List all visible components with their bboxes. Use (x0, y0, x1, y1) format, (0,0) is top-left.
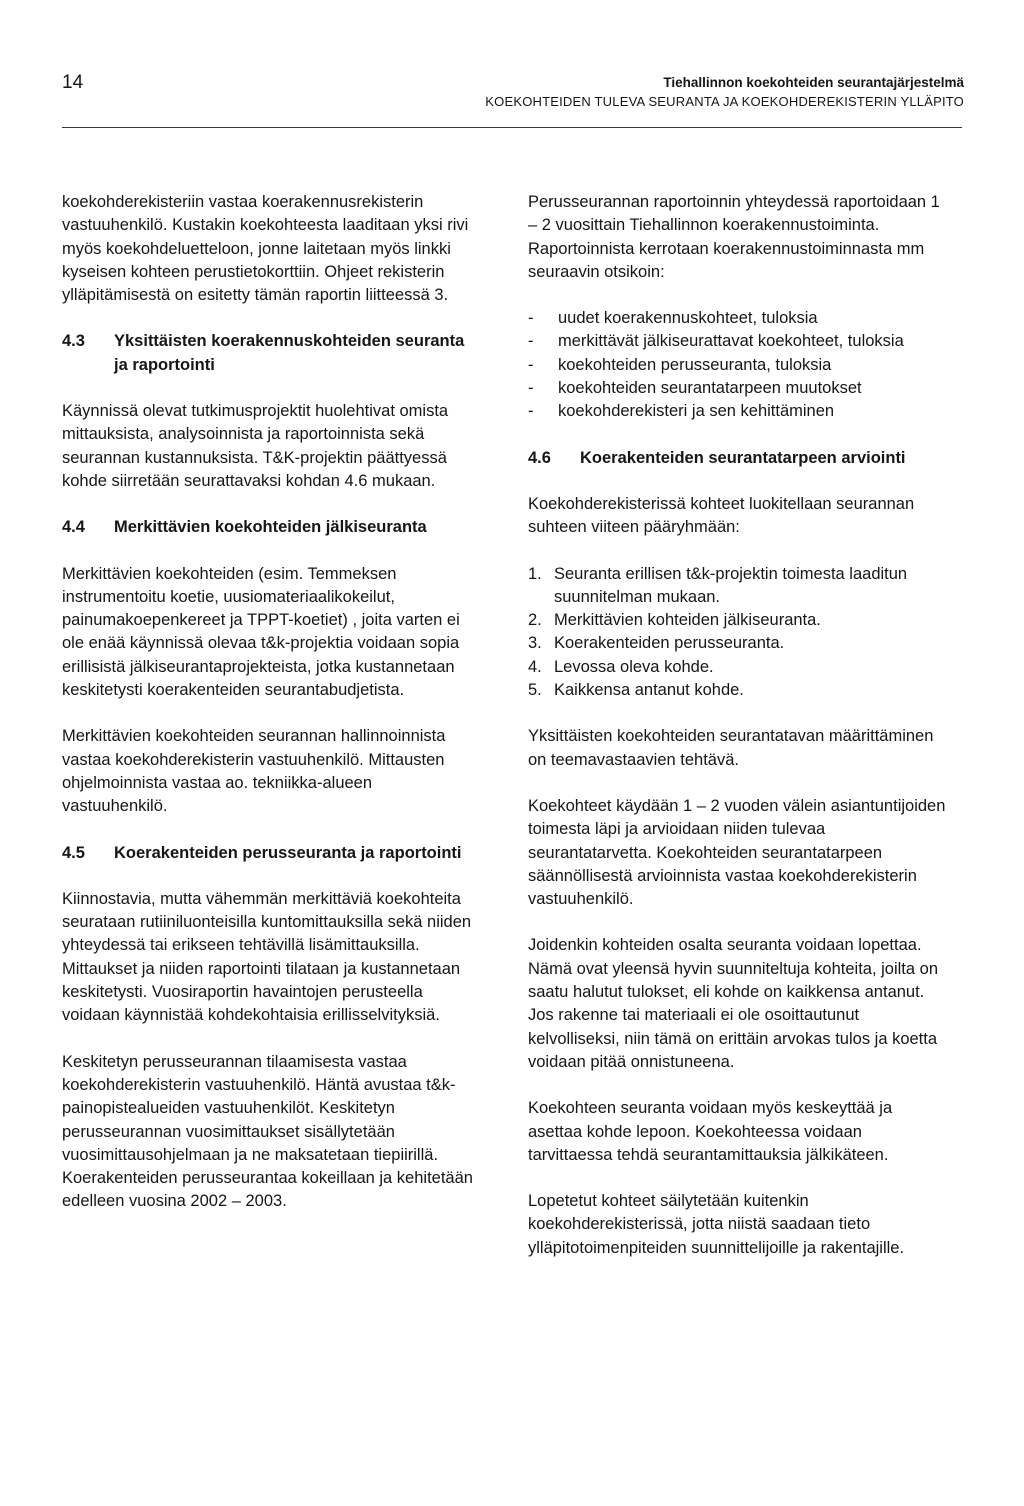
list-marker: - (528, 355, 534, 374)
list-item-text: koekohteiden perusseuranta, tuloksia (558, 355, 832, 374)
list-marker: 3. (528, 634, 542, 653)
paragraph: Kiinnostavia, mutta vähemmän merkittäviä koekohteita seurataan rutiiniluonteisilla kuntomittauksilla sekä niiden yhteydessä tai erikseen tehtävillä lisämittauksilla. Mittaukset ja niiden raportointi tilataan ja kustannetaan keskitetysti. Vuosiraportin havaintojen perusteella voidaan käynnistää kohdekohtaisia erillisselvityksiä. (62, 889, 472, 1025)
list-item (528, 609, 948, 632)
list-marker: - (528, 309, 534, 328)
list-item-text: koekohteiden seurantatarpeen muutokset (558, 379, 862, 398)
section-title: Koerakenteiden seurantatarpeen arviointi (580, 448, 906, 467)
running-header (485, 73, 964, 111)
list-item (528, 679, 948, 702)
section-number: 4.3 (62, 332, 85, 351)
paragraph: Käynnissä olevat tutkimusprojektit huolehtivat omista mittauksista, analysoinnista ja raportoinnista sekä seurannan kustannuksista. T&K-projektin päättyessä kohde siirretään seurattavaksi kohdan 4.6 mukaan. (62, 402, 449, 490)
list-item (528, 354, 948, 377)
list-marker: 1. (528, 564, 542, 583)
list-item (528, 656, 948, 679)
paragraph: Yksittäisten koekohteiden seurantatavan määrittäminen on teemavastaavien tehtävä. (528, 727, 934, 769)
list-item (528, 632, 948, 655)
list-item (528, 563, 948, 610)
list-item-text: Koerakenteiden perusseuranta. (554, 634, 785, 653)
list-item-text: koekohderekisteri ja sen kehittäminen (558, 402, 835, 421)
page-number: 14 (62, 72, 84, 93)
list-item-text: uudet koerakennuskohteet, tuloksia (558, 309, 818, 328)
paragraph: Joidenkin kohteiden osalta seuranta voidaan lopettaa. Nämä ovat yleensä hyvin suunniteltuja kohteita, joilta on saatu halutut tulokset, eli kohde on kaikkensa antanut. Jos rakenne tai materiaali ei ole osoittautunut kelvolliseksi, niin tämä on erittäin arvokas tulos ja koetta voidaan pitää onnistuneena. (528, 936, 938, 1071)
list-item (528, 377, 948, 400)
list-item-text: Merkittävien kohteiden jälkiseuranta. (554, 611, 821, 630)
paragraph: Koekohteet käydään 1 – 2 vuoden välein asiantuntijoiden toimesta läpi ja arvioidaan niiden tulevaa seurantatarvetta. Koekohteiden seurantatarpeen säännöllisestä arvioinnista vastaa koekohderekisterin vastuuhenkilö. (528, 796, 946, 909)
list-marker: - (528, 332, 534, 351)
dash-list (528, 307, 948, 423)
paragraph: Koekohteen seuranta voidaan myös keskeyttää ja asettaa kohde lepoon. Koekohteessa voidaan tarvittaessa tehdä seurantamittauksia jälkikäteen. (528, 1099, 893, 1164)
running-header-title: Tiehallinnon koekohteiden seurantajärjestelmä (663, 75, 964, 90)
numbered-list (528, 563, 948, 703)
paragraph: Merkittävien koekohteiden seurannan hallinnoinnista vastaa koekohderekisterin vastuuhenkilö. Mittausten ohjelmoinnista vastaa ao. tekniikka-alueen vastuuhenkilö. (62, 727, 446, 816)
paragraph: Keskitetyn perusseurannan tilaamisesta vastaa koekohderekisterin vastuuhenkilö. Häntä avustaa t&k-painopistealueiden vastuuhenkilöt. Keskitetyn perusseurannan vuosimittaukset sisällytetään vuosimittausohjelmaan ja ne maksatetaan tiepiirillä. Koerakenteiden perusseurantaa kokeillaan ja kehitetään edelleen vuosina 2002 – 2003. (62, 1052, 473, 1211)
list-marker: 2. (528, 611, 542, 630)
paragraph: koekohderekisteriin vastaa koerakennusrekisterin vastuuhenkilö. Kustakin koekohteesta laaditaan yksi rivi myös koekohdeluetteloon, jonne laitetaan myös linkki kyseisen kohteen perustietokorttiin. Ohjeet rekisterin ylläpitämisestä on esitetty tämän raportin liitteessä 3. (62, 193, 469, 305)
section-heading-4-3 (62, 330, 482, 377)
paragraph: Perusseurannan raportoinnin yhteydessä raportoidaan 1 – 2 vuosittain Tiehallinnon koerakennustoiminta. Raportoinnista kerrotaan koerakennustoiminnasta mm seuraavin otsikoin: (528, 193, 940, 281)
list-item-text: Kaikkensa antanut kohde. (554, 681, 744, 700)
list-marker: 5. (528, 681, 542, 700)
section-heading-4-4 (62, 516, 482, 539)
paragraph: Lopetetut kohteet säilytetään kuitenkin koekohderekisterissä, jotta niistä saadaan tieto ylläpitotoimenpiteiden suunnittelijoille ja rakentajille. (528, 1192, 905, 1257)
right-column (528, 191, 948, 1283)
list-marker: 4. (528, 657, 542, 676)
paragraph: Koekohderekisterissä kohteet luokitellaan seurannan suhteen viiteen pääryhmään: (528, 494, 915, 537)
header-divider (62, 127, 962, 128)
running-header-subtitle: KOEKOHTEIDEN TULEVA SEURANTA JA KOEKOHDEREKISTERIN YLLÄPITO (485, 94, 964, 109)
list-item (528, 307, 948, 330)
section-title: Merkittävien koekohteiden jälkiseuranta (114, 518, 427, 537)
left-column (62, 191, 482, 1237)
section-number: 4.6 (528, 448, 551, 467)
list-item (528, 330, 948, 353)
section-title: Koerakenteiden perusseuranta ja raportointi (114, 843, 462, 862)
list-item-text: Levossa oleva kohde. (554, 657, 714, 676)
section-number: 4.4 (62, 518, 85, 537)
section-number: 4.5 (62, 843, 85, 862)
section-heading-4-5 (62, 842, 482, 865)
list-marker: - (528, 402, 534, 421)
list-item-text: merkittävät jälkiseurattavat koekohteet, tuloksia (558, 332, 904, 351)
paragraph: Merkittävien koekohteiden (esim. Temmeksen instrumentoitu koetie, uusiomateriaalikokeilut, painumakoepenkereet ja TPPT-koetiet) , joita varten ei ole enää käynnissä olevaa t&k-projektia voidaan sopia erillisistä jälkiseurantaprojekteista, jotka kustannetaan keskitetysti koerakenteiden seurantabudjetista. (62, 564, 460, 700)
list-marker: - (528, 379, 534, 398)
list-item-text: Seuranta erillisen t&k-projektin toimesta laaditun suunnitelman mukaan. (554, 564, 908, 606)
section-title: Yksittäisten koerakennuskohteiden seuranta ja raportointi (114, 332, 465, 374)
list-item (528, 400, 948, 423)
section-heading-4-6 (528, 447, 948, 470)
